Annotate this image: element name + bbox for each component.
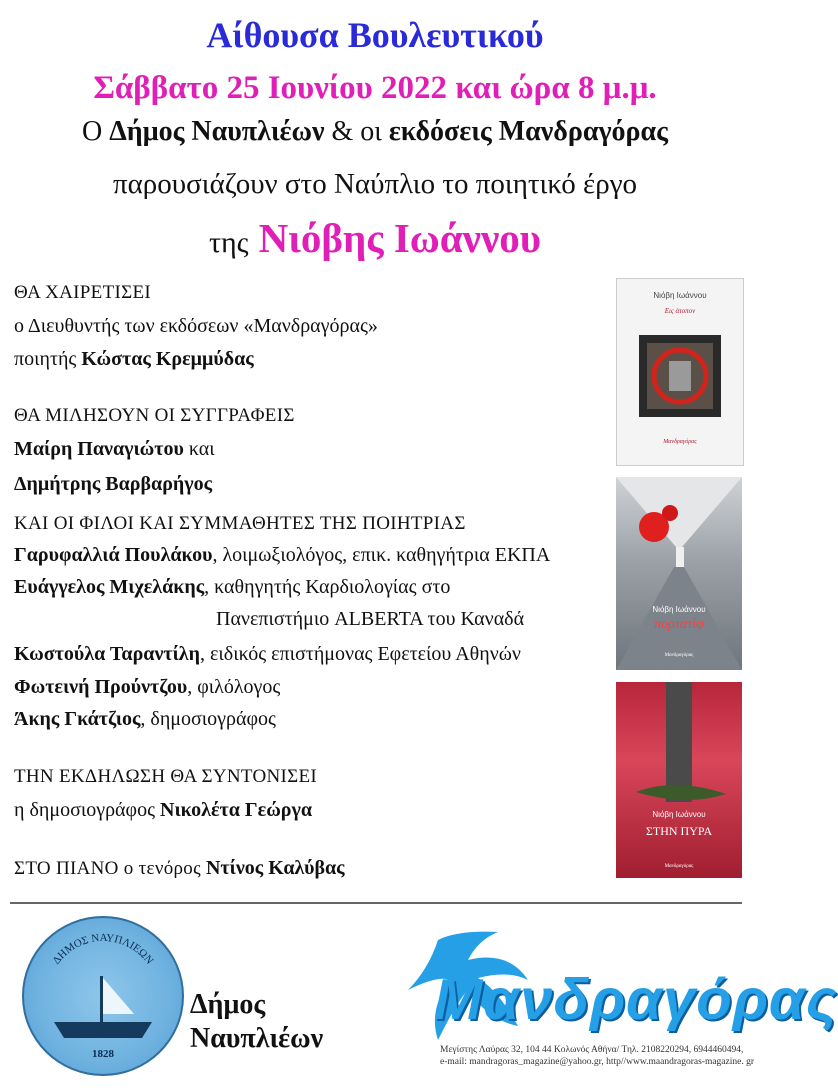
friend-role: , λοιμωξιολόγος, επικ. καθηγήτρια ΕΚΠΑ (212, 544, 551, 566)
book-author: Νιόβη Ιωάννου (652, 810, 706, 819)
friends-heading: ΚΑΙ ΟΙ ΦΙΛΟΙ ΚΑΙ ΣΥΜΜΑΘΗΤΕΣ ΤΗΣ ΠΟΙΗΤΡΙΑΣ (14, 513, 466, 534)
piano-name: Ντίνος Καλύβας (205, 857, 345, 879)
mandragoras-logo-text: Μανδραγόρας (434, 967, 838, 1032)
book-publisher: Μανδραγόρας (663, 439, 697, 445)
friend-name: Άκης Γκάτζιος (14, 708, 141, 730)
divider (10, 902, 742, 904)
greet-role: ο Διευθυντής των εκδόσεων «Μανδραγόρας» (14, 315, 378, 337)
friend-role: , καθηγητής Καρδιολογίας στο (204, 576, 451, 598)
org-amp: & οι (324, 116, 389, 147)
speaker-2-name: Δημήτρης Βαρβαρήγος (14, 473, 213, 495)
event-datetime: Σάββατο 25 Ιουνίου 2022 και ώρα 8 μ.μ. (93, 70, 657, 106)
org-municipality: Δήμος Ναυπλιέων (109, 116, 325, 147)
friend-row (14, 676, 280, 699)
municipality-seal-logo (22, 916, 184, 1076)
book-cover-art (616, 682, 742, 878)
municipality-name (190, 988, 323, 1056)
greet-name: Κώστας Κρεμμύδας (81, 348, 254, 370)
friend-role: , φιλόλογος (187, 676, 281, 698)
coord-prefix: η δημοσιογράφος (14, 799, 160, 821)
book-publisher: Μανδραγόρας (664, 653, 694, 658)
friend-name: Γαρυφαλλιά Πουλάκου (14, 544, 213, 566)
speaker-1-suffix: και (183, 438, 215, 460)
friend-role: , δημοσιογράφος (140, 708, 276, 730)
friend-name: Κωστούλα Ταραντίλη (14, 643, 200, 665)
book-cover-art (639, 335, 721, 417)
piano-prefix: ΣΤΟ ΠΙΑΝΟ ο τενόρος (14, 858, 206, 879)
book-author: Νιόβη Ιωάννου (652, 605, 706, 614)
speakers-heading: ΘΑ ΜΙΛΗΣΟΥΝ ΟΙ ΣΥΓΓΡΑΦΕΙΣ (14, 405, 295, 426)
friend-role: , ειδικός επιστήμονας Εφετείου Αθηνών (200, 643, 521, 665)
greet-prefix: ποιητής (14, 348, 82, 370)
svg-text:ΔΗΜΟΣ ΝΑΥΠΛΙΕΩΝ (50, 932, 155, 967)
speaker-1 (14, 438, 215, 461)
friend-role: Πανεπιστήμιο ALBERTA του Καναδά (216, 608, 525, 630)
publisher-address (440, 1044, 754, 1068)
book-cover-eis-atopon (616, 278, 744, 466)
piano-line (14, 857, 345, 880)
municipality-line-1: Δήμος (190, 989, 266, 1020)
coord-heading: ΤΗΝ ΕΚΔΗΛΩΣΗ ΘΑ ΣΥΝΤΟΝΙΣΕΙ (14, 766, 318, 787)
friend-row (216, 608, 524, 631)
speaker-2 (14, 473, 212, 496)
book-cover-portatif (616, 477, 742, 670)
speaker-1-name: Μαίρη Παναγιώτου (14, 438, 184, 460)
friend-row (14, 708, 276, 731)
friend-name: Ευάγγελος Μιχελάκης (14, 576, 205, 598)
book-cover-art (616, 477, 742, 670)
org-prefix: Ο (82, 116, 110, 147)
book-publisher: Μανδραγόρας (664, 864, 694, 869)
friend-name: Φωτεινή Προύντζου (14, 676, 188, 698)
friend-row (14, 643, 521, 666)
book-title: ΣΤΗΝ ΠΥΡΑ (645, 824, 713, 838)
book-author: Νιόβη Ιωάννου (653, 291, 707, 300)
present-line: παρουσιάζουν στο Ναύπλιο το ποιητικό έργο (112, 168, 638, 200)
seal-year: 1828 (92, 1048, 114, 1060)
book-title: πορτατίφ (654, 617, 704, 632)
address-line-2: e-mail: mandragoras_magazine@yahoo.gr, http//www.maandragoras-magazine. gr (440, 1057, 755, 1067)
coord-name: Νικολέτα Γεώργα (160, 799, 313, 821)
greet-person (14, 348, 254, 371)
poet-line (0, 214, 750, 262)
friend-row (14, 576, 450, 599)
poet-prefix: της (208, 226, 249, 259)
seal-text: ΔΗΜΟΣ ΝΑΥΠΛΙΕΩΝ (50, 932, 156, 967)
venue-title: Αίθουσα Βουλευτικού (206, 15, 544, 55)
book-title: Εις άτοπον (664, 307, 696, 315)
organizers-line (0, 116, 750, 148)
org-publisher: εκδόσεις Μανδραγόρας (388, 116, 668, 147)
friend-row (14, 544, 550, 567)
greet-heading: ΘΑ ΧΑΙΡΕΤΙΣΕΙ (14, 282, 152, 303)
municipality-line-2: Ναυπλιέων (190, 1023, 324, 1054)
book-cover-stin-pyra (616, 682, 742, 878)
coord-person (14, 799, 312, 822)
poet-name: Νιόβης Ιωάννου (258, 215, 542, 261)
address-line-1: Μεγίστης Λαύρας 32, 104 44 Κολωνός Αθήνα/ Τηλ. 2108220294, 6944460494, (440, 1045, 744, 1055)
